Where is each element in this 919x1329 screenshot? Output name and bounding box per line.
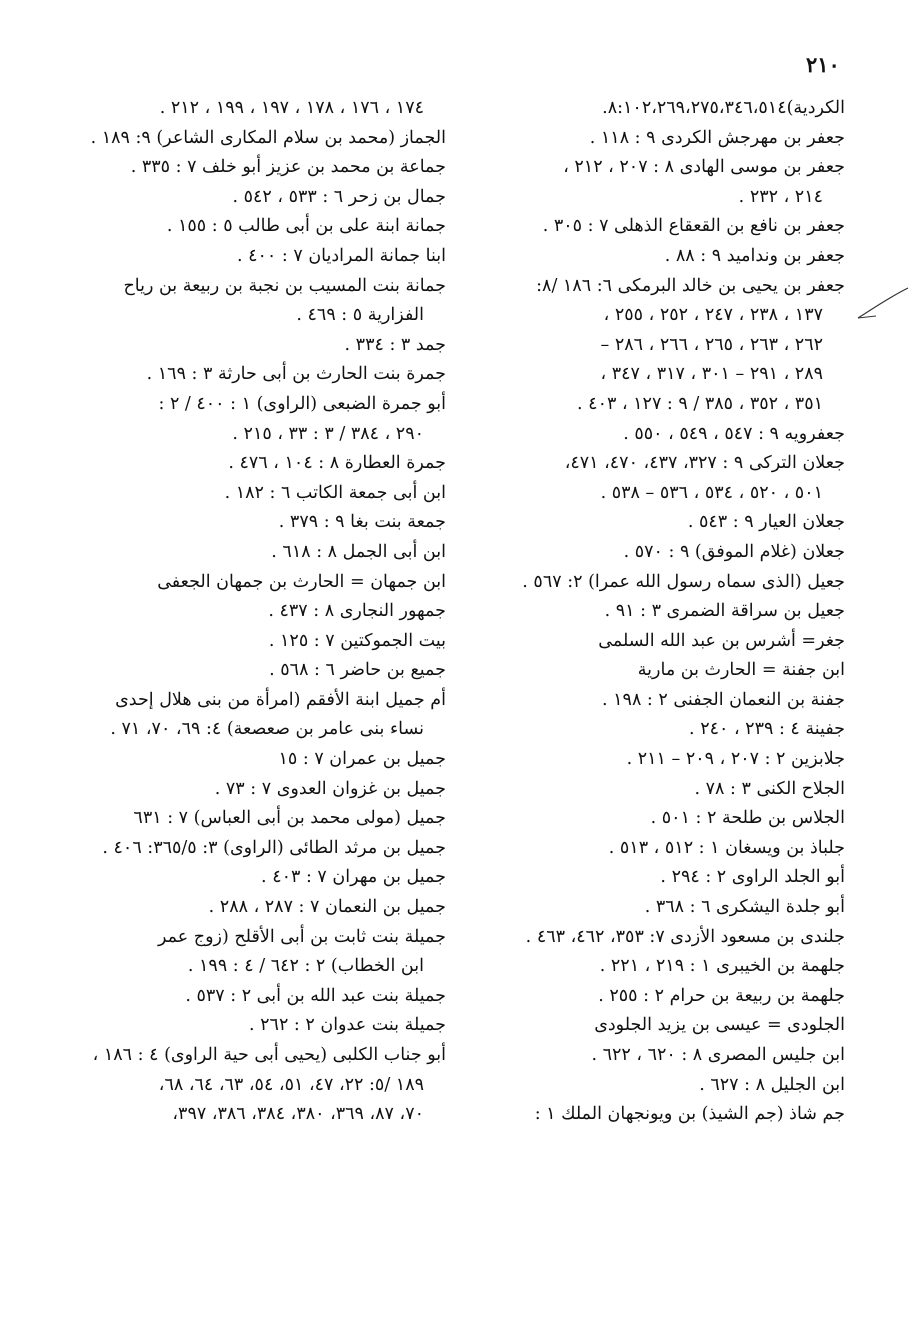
index-entry-line: ٣٥١ ، ٣٥٢ ، ٣٨٥ / ٩ : ١٢٧ ، ٤٠٣ . (577, 393, 823, 414)
index-entry-line: ١٨٩ /٥: ٢٢، ٤٧، ٥١، ٥٤، ٦٣، ٦٤، ٦٨، (158, 1074, 424, 1095)
index-entry-line: ابن أبى جمعة الكاتب ٦ : ١٨٢ . (224, 482, 446, 503)
index-entry-line: ٥٠١ ، ٥٢٠ ، ٥٣٤ ، ٥٣٦ – ٥٣٨ . (600, 482, 823, 503)
index-entry-line: ١٣٧ ، ٢٣٨ ، ٢٤٧ ، ٢٥٢ ، ٢٥٥ ، (603, 305, 823, 326)
index-entry-line: ٢٨٩ ، ٢٩١ – ٣٠١ ، ٣١٧ ، ٣٤٧ ، (600, 364, 823, 385)
index-entry-line: أبو الجلد الراوى ٢ : ٢٩٤ . (660, 867, 845, 888)
right-column (482, 94, 845, 1130)
index-entry-line: ٢١٤ ، ٢٣٢ . (738, 186, 823, 207)
index-entry-line: نساء بنى عامر بن صعصعة) ٤: ٦٩، ٧٠، ٧١ . (110, 719, 424, 740)
index-entry-line: ابن جمهان = الحارث بن جمهان الجعفى (157, 571, 446, 592)
index-entry-line: الجلاح الكنى ٣ : ٧٨ . (694, 778, 845, 799)
index-entry-line: جلابزين ٢ : ٢٠٧ ، ٢٠٩ – ٢١١ . (626, 749, 845, 770)
index-entry-line: جميل بن مرثد الطائى (الراوى) ٣: ٣٦٥/٥: ٤٠٦ . (102, 837, 446, 858)
index-entry-line: ١٧٤ ، ١٧٦ ، ١٧٨ ، ١٩٧ ، ١٩٩ ، ٢١٢ . (159, 98, 424, 118)
index-entry-line: ابن جفنة = الحارث بن مارية (637, 660, 845, 681)
index-entry-line: جميلة بنت ثابت بن أبى الأقلح (زوج عمر (158, 926, 446, 947)
index-entry-line: ابن الجليل ٨ : ٦٢٧ . (699, 1074, 845, 1095)
index-entry-line: ابن الخطاب) ٢ : ٦٤٢ / ٤ : ١٩٩ . (187, 956, 424, 977)
index-entry-line: جميل بن عمران ٧ : ١٥ (278, 749, 446, 770)
index-entry-line: جغر= أشرس بن عبد الله السلمى (598, 630, 845, 651)
index-entry-line: جمانة بنت المسيب بن نجبة بن ربيعة بن رياح (123, 275, 446, 296)
index-entry-line: جميل بن غزوان العدوى ٧ : ٧٣ . (214, 778, 446, 799)
index-entry-line: ٢٩٠ ، ٣٨٤ / ٣ : ٣٣ ، ٢١٥ . (232, 423, 424, 444)
index-entry-line: الجماز (محمد بن سلام المكارى الشاعر) ٩: ١٨٩ . (90, 127, 446, 148)
index-entry-line: جعفر بن مهرجش الكردى ٩ : ١١٨ . (589, 127, 845, 148)
index-entry-line: جعيل (الذى سماه رسول الله عمرا) ٢: ٥٦٧ . (522, 571, 845, 592)
index-entry-line: جمال بن زحر ٦ : ٥٣٣ ، ٥٤٢ . (232, 186, 446, 207)
index-entry-line: جمانة ابنة على بن أبى طالب ٥ : ١٥٥ . (166, 216, 446, 237)
index-entry-line: جميلة بنت عدوان ٢ : ٢٦٢ . (249, 1015, 446, 1036)
index-entry-line: جمرة بنت الحارث بن أبى حارثة ٣ : ١٦٩ . (146, 364, 446, 385)
index-entry-line: أبو جناب الكلبى (يحيى أبى حية الراوى) ٤ : ١٨٦ ، (92, 1045, 446, 1065)
index-entry-line: جفينة ٤ : ٢٣٩ ، ٢٤٠ . (689, 719, 845, 740)
index-entry-line: ابنا جمانة المراديان ٧ : ٤٠٠ . (236, 245, 446, 266)
margin-pencil-mark (856, 286, 910, 322)
index-entry-line: جعفر بن نافع بن القعقاع الذهلى ٧ : ٣٠٥ . (542, 216, 845, 237)
index-entry-line: الفزارية ٥ : ٤٦٩ . (296, 305, 424, 326)
index-entry-line: جعلان التركى ٩ : ٣٢٧، ٤٣٧، ٤٧٠، ٤٧١، (564, 453, 845, 474)
index-entry-line: جماعة بن محمد بن عزيز أبو خلف ٧ : ٣٣٥ . (130, 157, 446, 178)
index-entry-line: جعفرويه ٩ : ٥٤٧ ، ٥٤٩ ، ٥٥٠ . (623, 423, 845, 444)
index-entry-line: أبو جلدة اليشكرى ٦ : ٣٦٨ . (644, 897, 845, 918)
index-entry-line: جمرة العطارة ٨ : ١٠٤ ، ٤٧٦ . (228, 453, 446, 474)
index-entry-line: جلندى بن مسعود الأزدى ٧: ٣٥٣، ٤٦٢، ٤٦٣ . (525, 926, 845, 947)
index-entry-line: جمعة بنت بغا ٩ : ٣٧٩ . (278, 512, 446, 533)
left-column (66, 94, 446, 1130)
index-entry-line: الكردية)٨:١٠٢،٢٦٩،٢٧٥،٣٤٦،٥١٤. (602, 98, 845, 118)
index-entry-line: بيت الجموكتين ٧ : ١٢٥ . (268, 630, 446, 651)
index-entry-line: جعفر بن وندامید ٩ : ٨٨ . (664, 245, 845, 266)
index-entry-line: جلهمة بن ربيعة بن حرام ٢ : ٢٥٥ . (598, 985, 845, 1006)
index-entry-line: جميل بن النعمان ٧ : ٢٨٧ ، ٢٨٨ . (208, 897, 446, 918)
index-entry-line: جميلة بنت عبد الله بن أبى ٢ : ٥٣٧ . (185, 985, 446, 1006)
index-entry-line: جلباذ بن ويسغان ١ : ٥١٢ ، ٥١٣ . (608, 837, 845, 858)
index-entry-line: جميع بن حاضر ٦ : ٥٦٨ . (269, 660, 446, 681)
index-entry-line: جميل بن مهران ٧ : ٤٠٣ . (261, 867, 446, 888)
index-entry-line: ٢٦٢ ، ٢٦٣ ، ٢٦٥ ، ٢٦٦ ، ٢٨٦ – (600, 334, 823, 355)
index-entry-line: ٧٠، ٨٧، ٣٦٩، ٣٨٠، ٣٨٤، ٣٨٦، ٣٩٧، (172, 1104, 424, 1125)
index-entry-line: جلهمة بن الخيبرى ١ : ٢١٩ ، ٢٢١ . (599, 956, 845, 977)
index-entry-line: ابن أبى الجمل ٨ : ٦١٨ . (271, 541, 446, 562)
index-entry-line: جعفر بن موسى الهادى ٨ : ٢٠٧ ، ٢١٢ ، (563, 157, 845, 178)
index-entry-line: أبو جمرة الضبعى (الراوى) ١ : ٤٠٠ / ٢ : (158, 393, 446, 414)
page-number: ٢١٠ (806, 52, 840, 77)
index-entry-line: جعلان العيار ٩ : ٥٤٣ . (687, 512, 845, 533)
index-entry-line: جعلان (غلام الموفق) ٩ : ٥٧٠ . (623, 541, 845, 562)
index-entry-line: جمهور النجارى ٨ : ٤٣٧ . (268, 601, 446, 622)
index-entry-line: أم جميل ابنة الأفقم (امرأة من بنى هلال إحدى (115, 689, 446, 710)
index-entry-line: الجلاس بن طلحة ٢ : ٥٠١ . (650, 808, 845, 829)
index-entry-line: جعيل بن سراقة الضمرى ٣ : ٩١ . (604, 601, 845, 622)
index-entry-line: جم شاذ (جم الشيذ) بن ويونجهان الملك ١ : (534, 1104, 845, 1125)
index-entry-line: ابن جليس المصرى ٨ : ٦٢٠ ، ٦٢٢ . (591, 1045, 845, 1065)
index-entry-line: جمد ٣ : ٣٣٤ . (344, 334, 446, 355)
index-entry-line: جفنة بن النعمان الجفنى ٢ : ١٩٨ . (602, 689, 845, 710)
index-entry-line: جميل (مولى محمد بن أبى العباس) ٧ : ٦٣١ (133, 808, 446, 829)
index-entry-line: الجلودى = عيسى بن يزيد الجلودى (594, 1015, 845, 1036)
index-entry-line: جعفر بن يحيى بن خالد البرمكى ٦: ١٨٦ /٨: (536, 275, 845, 296)
